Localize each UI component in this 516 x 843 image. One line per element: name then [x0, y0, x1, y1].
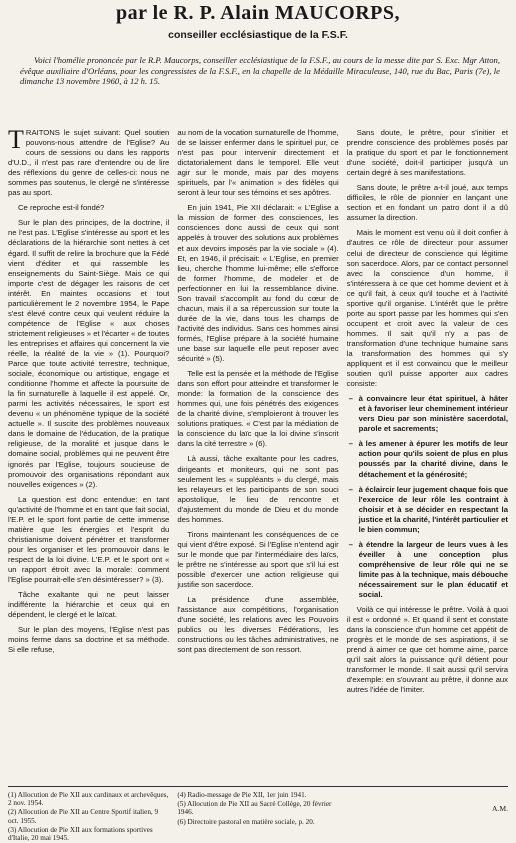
paragraph: Sur le plan des moyens, l'Eglise n'est pas moins ferme dans sa doctrine et sa méthode. Si elle refuse,	[8, 625, 170, 655]
paragraph: Là aussi, tâche exaltante pour les cadres, dirigeants et moniteurs, qui ne sont pas seulement les « suppléants » du clergé, mais les relayeurs et les participants de son souci apostolique, le lieu de rencontre et d'ajustement du monde de Dieu et du monde des hommes.	[177, 454, 339, 524]
paragraph: En juin 1941, Pie XII déclarait: « L'Eglise a la mission de former des consciences, les consciences donc aussi de ceux qui sont appelés à trouver des solutions aux problèmes et aux devoirs imposés par la vie sociale » (4). Et, en 1946, il précisait: « L'Eglise, en premier lieu, cherche l'homme lui-même; elle s'efforce de former l'homme, de modeler et de perfectionner en lui la ressemblance divine. Son travail s'accomplit au fond du cœur de chacun, mais il a sa répercussion sur toute la durée de la vie, dans tous les champs de l'activité des individus. Sans ces hommes ainsi formés, l'Eglise prépare à la société humaine une base sur laquelle elle peut reposer avec sécurité » (5).	[177, 203, 339, 364]
paragraph: Tirons maintenant les conséquences de ce qui vient d'être exposé. Si l'Eglise n'entend agir sur le monde que par l'intermédiaire des laïcs, le prêtre ne s'intéresse au sport que s'il lui est possible d'exercer une action religieuse qui justifie son sacerdoce.	[177, 529, 339, 590]
footnotes-left	[8, 791, 169, 843]
footnotes-mid	[177, 791, 338, 843]
footnote: (3) Allocution de Pie XII aux formations sportives d'Italie, 20 mai 1945.	[8, 825, 153, 843]
paragraph: Sans doute, le prêtre a-t-il joué, aux temps difficiles, le rôle de pionnier en lançant une section et en fondant un patro dont il a dû assumer la direction.	[346, 183, 508, 223]
article-title: par le R. P. Alain MAUCORPS,	[115, 2, 401, 24]
paragraph-text: RAITONS le sujet suivant: Quel soutien pouvons-nous attendre de l'Eglise? Au cours de sessions ou dans les rapports d'U.D., il n'est pas rare d'entendre ou de lire des réflexions du genre de celles-ci: nous ne sommes pas soutenus, le clergé ne s'intéresse pas au sport.	[8, 128, 170, 198]
paragraph	[8, 128, 169, 198]
footnote: (2) Allocution de Pie XII au Centre Sportif italien, 9 oct. 1955.	[8, 808, 159, 825]
paragraph: Sans doute, le prêtre, pour s'initier et prendre conscience des problèmes posés par la pratique du sport et par le fonctionnement d'une société, doit-il participer jusqu'à un certain degré à ses manifestations.	[346, 128, 508, 178]
paragraph: Ce reproche est-il fondé?	[18, 203, 105, 213]
paragraph: La question est donc entendue: en tant qu'activité de l'homme et en tant que fait social, l'E.P. et le sport font partie de cette immense matière que les énergies et l'esprit du christianisme doivent pénétrer et transformer pour les organiser et les promouvoir dans le respect de la loi divine. L'E.P. et le sport ont « un rapport étroit avec la morale: comment l'Eglise pourrait-elle s'en désintéresser? » (3).	[8, 494, 170, 585]
footnotes	[8, 786, 508, 843]
list-item: – à convaincre leur état spirituel, à hâter et à favoriser leur cheminement intérieur vers Dieu par son ministère sacerdotal, parole et sacrements;	[347, 394, 508, 434]
article-body	[8, 128, 508, 788]
column-1	[8, 128, 169, 788]
drop-cap: T	[8, 128, 24, 154]
footnote: (1) Allocution de Pie XII aux cardinaux et archevêques, 2 nov. 1954.	[8, 791, 169, 808]
signature: A.M.	[491, 804, 508, 813]
list-item: – à étendre la largeur de leurs vues à les éveiller à une conception plus compréhensive de leur rôle qui ne se limite pas à la technique, mais débouche nécessairement sur le plan éducatif et social.	[347, 540, 508, 600]
footnote: (6) Directoire pastoral en matière sociale, p. 20.	[177, 817, 315, 826]
paragraph: Voilà ce qui intéresse le prêtre. Voilà à quoi il est « ordonné ». Et quand il sent et constate dans la conscience d'un homme cet appétit de progrès et le monde de ses aspirations, il se prend à aimer ce que cet homme aime, parce qu'il sait alors la puissance qu'il détient pour transformer le monde. Il sait aussi qu'il servira d'exemple: en s'ouvrant au prêtre, il donne aux autres l'idée de l'imiter.	[346, 605, 508, 695]
column-2	[177, 128, 338, 788]
paragraph: Tâche exaltante qui ne peut laisser indifférente la hiérarchie et ceux qui en dépendent, le clergé et le laïcat.	[8, 590, 170, 620]
paragraph: Sur le plan des principes, de la doctrine, il ne l'est pas. L'Eglise s'intéresse au sport et les déclarations de la hiérarchie sont nettes à cet égard. Il suffit de relire la brochure que la Fédé vient d'éditer et qui rassemble les enseignements du Saint-Siège. Mais ce qui importe c'est de dégager les raisons de cet intérêt. En maintes occasions et tout particulièrement le 2 novembre 1954, le Pape s'est élevé contre ceux qui veulent réduire la compétence de l'Eglise « aux choses strictement religieuses » et l'écarter « de toutes les entreprises et affaires qui concernent la vie réelle, la réalité de la vie » (1). Pourquoi? Parce que toute activité terrestre, technique, sociale, économique ou artistique, engage et conditionne l'homme et affecte la poursuite de la fin surnaturelle à laquelle il est appelé. Or, parmi les activités nécessaires, le sport est devenu « un phénomène typique de la société actuelle ». Il suscite des problèmes nouveaux dans le domaine de l'éducation, de la pratique religieuse, de la moralité et jusque dans le domaine social, problèmes qui ne peuvent être ignorés par l'Eglise, toujours soucieuse de promouvoir des organisations répondant aux nouvelles exigences » (2).	[8, 218, 170, 489]
paragraph: Mais le moment est venu où il doit confier à d'autres ce rôle de directeur pour assumer celui de directeur de conscience qui légitime son sacerdoce. Alors, par ce contact personnel avec la conscience d'un homme, il s'intéressera à ce que cet homme devient et à ce qu'il fait, à ceux qu'il touche et à l'activité sportive qu'il organise. L'intérêt que le prêtre porte au sport passe par les hommes qui s'en occupent et croit avec la valeur de ces hommes. Il sait qu'il n'y a pas de transformation d'une technique humaine sans la transformation des hommes qui s'y appliquent et il est convaincu que le meilleur soutien qu'il puisse apporter aux cadres consiste:	[346, 228, 508, 389]
bullet-list	[347, 394, 508, 600]
article-subtitle: conseiller ecclésiastique de la F.S.F.	[168, 29, 348, 41]
footnote: (4) Radio-message de Pie XII, 1er juin 1941.	[177, 791, 307, 799]
list-item: – à les amener à épurer les motifs de leur action pour qu'ils soient de plus en plus poussés par la charité divine, dans le détachement et la générosité;	[347, 439, 508, 479]
intro-paragraph: Voici l'homélie prononcée par le R.P. Maucorps, conseiller ecclésiastique de la F.S.F., au cours de la messe dite par S. Exc. Mgr Atton, évêque auxiliaire d'Orléans, pour les congressistes de la F.S.F., en la chapelle de la Médaille Miraculeuse, 140, rue du Bac, Paris (7e), le dimanche 13 novembre 1960, à 12 h. 15.	[20, 55, 500, 87]
footnotes-right	[347, 791, 508, 843]
paragraph: au nom de la vocation surnaturelle de l'homme, de se laisser enfermer dans le spirituel pur, ce n'est pas pour intervenir directement et dictatorialement dans le temporel. Elle veut agir sur le monde, mais par des moyens spirituels, par l'« animation » des fidèles qui seront à leur tour ses témoins et ses apôtres.	[177, 128, 339, 198]
paragraph: Telle est la pensée et la méthode de l'Eglise dans son effort pour atteindre et transformer le monde: la formation de la conscience des hommes qui, une fois pénétrés des exigences de la charité divine, s'emploieront à trouver les solutions pratiques. « C'est par la médiation de la conscience du laïc que la loi divine s'inscrit dans la cité terrestre » (6).	[177, 369, 339, 449]
column-3	[347, 128, 508, 788]
paragraph: La présidence d'une assemblée, l'assistance aux compétitions, l'organisation d'une société, les relations avec les Pouvoirs publics ou les diverses Fédérations, les constructions ou les tâches administratives, ne sont pas directement de son ressort.	[177, 595, 339, 655]
footnote: (5) Allocution de Pie XII au Sacré Collège, 20 février 1946.	[177, 800, 332, 817]
list-item: – à éclaircir leur jugement chaque fois que l'exercice de leur rôle les contraint à choisir et à se décider en respectant la justice et la charité, l'intérêt particulier et le bien commun;	[347, 485, 508, 535]
